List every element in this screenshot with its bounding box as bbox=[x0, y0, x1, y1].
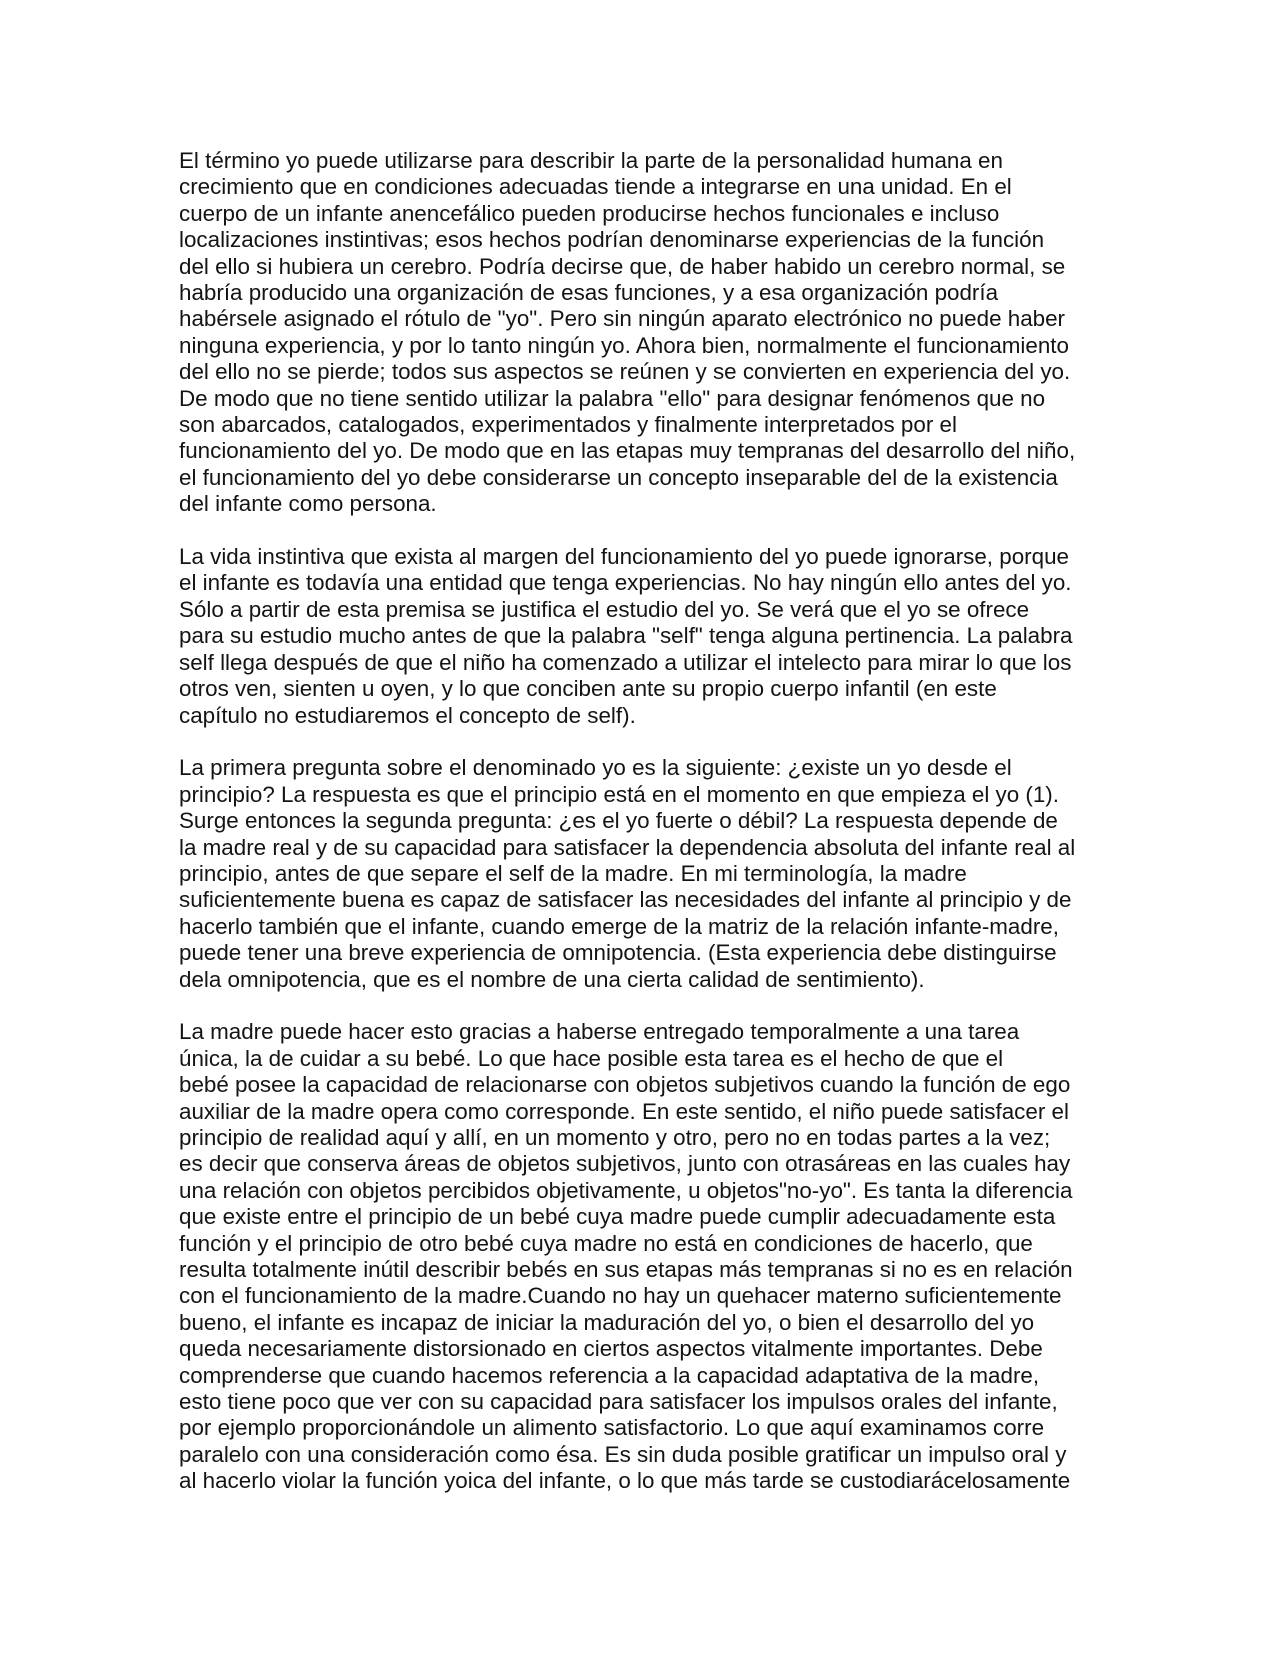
text-line: Sólo a partir de esta premisa se justifica el estudio del yo. Se verá que el yo se ofrece bbox=[179, 596, 1030, 622]
text-line: hacerlo también que el infante, cuando emerge de la matriz de la relación infante-madre, bbox=[179, 913, 1059, 939]
text-line: el infante es todavía una entidad que tenga experiencias. No hay ningún ello antes del yo. bbox=[179, 570, 1072, 596]
text-line: habría producido una organización de esas funciones, y a esa organización podría bbox=[179, 280, 999, 306]
text-line: del ello si hubiera un cerebro. Podría decirse que, de haber habido un cerebro normal, se bbox=[179, 253, 1066, 279]
paragraph-3 bbox=[179, 755, 1109, 993]
text-line: La vida instintiva que exista al margen del funcionamiento del yo puede ignorarse, porque bbox=[179, 544, 1069, 570]
text-line: localizaciones instintivas; esos hechos podrían denominarse experiencias de la función bbox=[179, 227, 1045, 253]
text-line: del ello no se pierde; todos sus aspectos se reúnen y se convierten en experiencia del yo. bbox=[179, 359, 1071, 385]
text-line: al hacerlo violar la función yoica del infante, o lo que más tarde se custodiarácelosamente bbox=[179, 1468, 1071, 1494]
text-line: ninguna experiencia, y por lo tanto ningún yo. Ahora bien, normalmente el funcionamiento bbox=[179, 332, 1069, 358]
text-line: La madre puede hacer esto gracias a haberse entregado temporalmente a una tarea bbox=[179, 1019, 1020, 1045]
text-line: principio de realidad aquí y allí, en un momento y otro, pero no en todas partes a la vez; bbox=[179, 1124, 1051, 1150]
text-line: principio? La respuesta es que el principio está en el momento en que empieza el yo (1). bbox=[179, 781, 1059, 807]
text-line: única, la de cuidar a su bebé. Lo que hace posible esta tarea es el hecho de que el bbox=[179, 1045, 1004, 1071]
text-line: capítulo no estudiaremos el concepto de self). bbox=[179, 702, 636, 728]
text-line: queda necesariamente distorsionado en ciertos aspectos vitalmente importantes. Debe bbox=[179, 1336, 1043, 1362]
text-line: self llega después de que el niño ha comenzado a utilizar el intelecto para mirar lo que los bbox=[179, 649, 1072, 675]
text-line: otros ven, sienten u oyen, y lo que conciben ante su propio cuerpo infantil (en este bbox=[179, 676, 997, 702]
text-line: con el funcionamiento de la madre.Cuando no hay un quehacer materno suficientemente bbox=[179, 1283, 1062, 1309]
text-line: la madre real y de su capacidad para satisfacer la dependencia absoluta del infante real al bbox=[179, 834, 1076, 860]
text-line: suficientemente buena es capaz de satisfacer las necesidades del infante al principio y de bbox=[179, 887, 1072, 913]
paragraph-4 bbox=[179, 1019, 1109, 1494]
text-line: De modo que no tiene sentido utilizar la palabra "ello" para designar fenómenos que no bbox=[179, 385, 1046, 411]
text-line: crecimiento que en condiciones adecuadas tiende a integrarse en una unidad. En el bbox=[179, 174, 1012, 200]
text-line: cuerpo de un infante anencefálico pueden producirse hechos funcionales e incluso bbox=[179, 200, 1000, 226]
text-line: una relación con objetos percibidos objetivamente, u objetos"no-yo". Es tanta la diferencia bbox=[179, 1177, 1073, 1203]
text-line: dela omnipotencia, que es el nombre de una cierta calidad de sentimiento). bbox=[179, 966, 925, 992]
text-line: por ejemplo proporcionándole un alimento satisfactorio. Lo que aquí examinamos corre bbox=[179, 1415, 1045, 1441]
paragraph-1 bbox=[179, 148, 1109, 518]
text-line: principio, antes de que separe el self de la madre. En mi terminología, la madre bbox=[179, 860, 967, 886]
text-line: el funcionamiento del yo debe considerarse un concepto inseparable del de la existencia bbox=[179, 464, 1058, 490]
text-line: La primera pregunta sobre el denominado yo es la siguiente: ¿existe un yo desde el bbox=[179, 755, 1012, 781]
text-line: comprenderse que cuando hacemos referencia a la capacidad adaptativa de la madre, bbox=[179, 1362, 1040, 1388]
text-line: función y el principio de otro bebé cuya madre no está en condiciones de hacerlo, que bbox=[179, 1230, 1033, 1256]
paragraph-2 bbox=[179, 544, 1109, 729]
text-line: bebé posee la capacidad de relacionarse con objetos subjetivos cuando la función de ego bbox=[179, 1072, 1071, 1098]
text-line: bueno, el infante es incapaz de iniciar la maduración del yo, o bien el desarrollo del yo bbox=[179, 1309, 1035, 1335]
text-line: paralelo con una consideración como ésa. Es sin duda posible gratificar un impulso oral y bbox=[179, 1441, 1067, 1467]
text-line: Surge entonces la segunda pregunta: ¿es el yo fuerte o débil? La respuesta depende de bbox=[179, 808, 1058, 834]
text-line: habérsele asignado el rótulo de "yo". Pero sin ningún aparato electrónico no puede haber bbox=[179, 306, 1066, 332]
text-line: que existe entre el principio de un bebé cuya madre puede cumplir adecuadamente esta bbox=[179, 1204, 1056, 1230]
text-line: auxiliar de la madre opera como corresponde. En este sentido, el niño puede satisfacer el bbox=[179, 1098, 1069, 1124]
text-line: son abarcados, catalogados, experimentados y finalmente interpretados por el bbox=[179, 412, 957, 438]
text-line: El término yo puede utilizarse para describir la parte de la personalidad humana en bbox=[179, 148, 1003, 173]
document-body bbox=[179, 148, 1109, 1521]
text-line: puede tener una breve experiencia de omnipotencia. (Esta experiencia debe distinguirse bbox=[179, 940, 1057, 966]
text-line: para su estudio mucho antes de que la palabra "self" tenga alguna pertinencia. La palabra bbox=[179, 623, 1073, 649]
text-line: es decir que conserva áreas de objetos subjetivos, junto con otrasáreas en las cuales hay bbox=[179, 1151, 1071, 1177]
text-line: resulta totalmente inútil describir bebés en sus etapas más tempranas si no es en relación bbox=[179, 1257, 1073, 1283]
text-line: del infante como persona. bbox=[179, 491, 437, 517]
text-line: esto tiene poco que ver con su capacidad para satisfacer los impulsos orales del infante, bbox=[179, 1389, 1058, 1415]
text-line: funcionamiento del yo. De modo que en las etapas muy tempranas del desarrollo del niño, bbox=[179, 438, 1076, 464]
